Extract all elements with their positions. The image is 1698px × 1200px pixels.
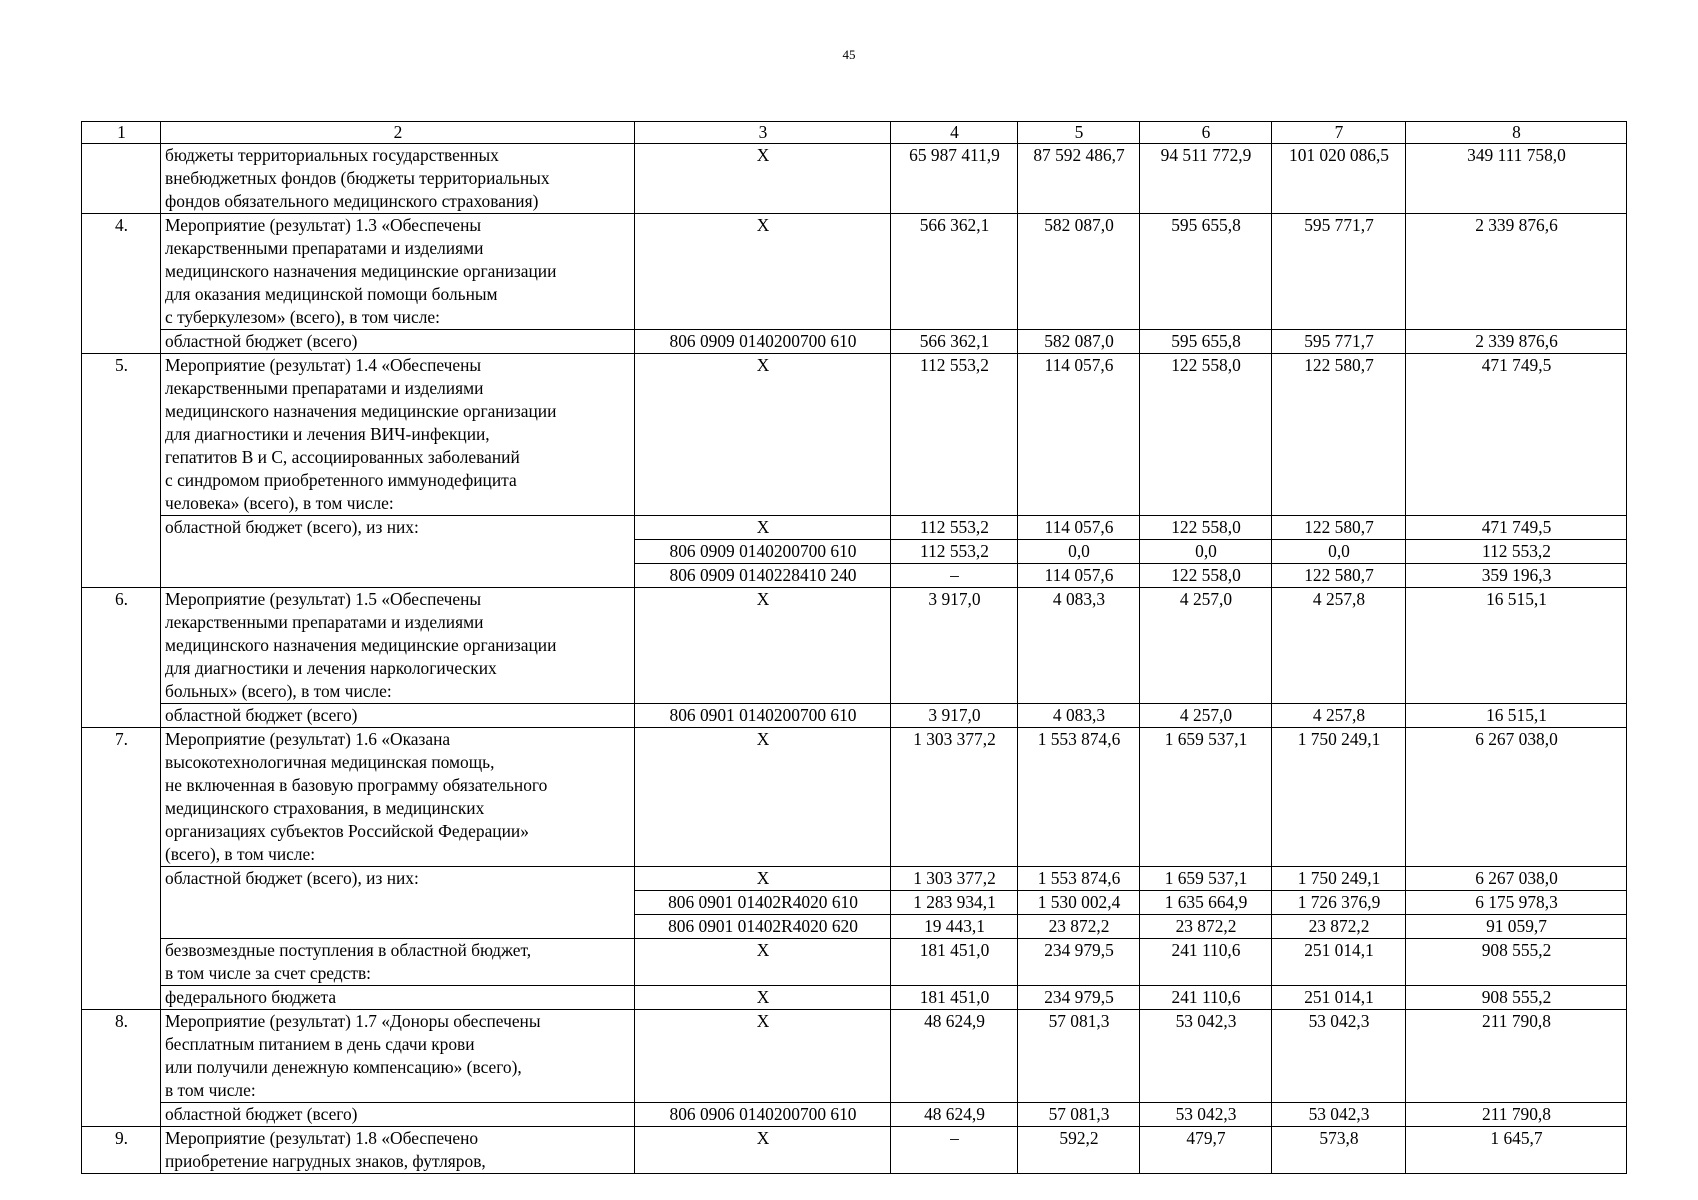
table-cell: областной бюджет (всего) [161, 330, 635, 354]
table-cell: 1 303 377,2 [891, 867, 1018, 891]
table-cell: 6 267 038,0 [1406, 867, 1627, 891]
table-cell: 234 979,5 [1018, 986, 1140, 1010]
table-cell: 1 635 664,9 [1140, 891, 1272, 915]
table-cell: 112 553,2 [891, 516, 1018, 540]
table-cell: 57 081,3 [1018, 1103, 1140, 1127]
table-cell: 122 580,7 [1272, 516, 1406, 540]
table-cell: 595 655,8 [1140, 214, 1272, 330]
table-cell: 566 362,1 [891, 214, 1018, 330]
table-cell: 94 511 772,9 [1140, 144, 1272, 214]
table-cell: 595 771,7 [1272, 214, 1406, 330]
table-row [82, 728, 1627, 867]
table-cell: Мероприятие (результат) 1.6 «Оказана высокотехнологичная медицинская помощь, не включенная в базовую программу обязательного медицинского страхования, в медицинских организациях субъектов Российской Федерации» (всего), в том числе: [161, 728, 635, 867]
table-cell [82, 144, 161, 214]
table-cell: 5. [82, 354, 161, 588]
table-cell: 23 872,2 [1272, 915, 1406, 939]
table-cell: 4 083,3 [1018, 588, 1140, 704]
table-cell: 1 750 249,1 [1272, 728, 1406, 867]
table-cell: 1 645,7 [1406, 1127, 1627, 1174]
table-cell: 2 339 876,6 [1406, 214, 1627, 330]
column-header-7: 7 [1272, 122, 1406, 144]
table-cell: 57 081,3 [1018, 1010, 1140, 1103]
table-cell: X [635, 939, 891, 986]
table-cell: 53 042,3 [1272, 1010, 1406, 1103]
table-cell: областной бюджет (всего) [161, 1103, 635, 1127]
column-header-5: 5 [1018, 122, 1140, 144]
table-cell: X [635, 354, 891, 516]
table-cell: 4 257,0 [1140, 704, 1272, 728]
table-cell: 112 553,2 [1406, 540, 1627, 564]
table-cell: 6 175 978,3 [1406, 891, 1627, 915]
table-cell: 806 0909 0140200700 610 [635, 330, 891, 354]
table-cell: безвозмездные поступления в областной бюджет, в том числе за счет средств: [161, 939, 635, 986]
table-cell: X [635, 1127, 891, 1174]
table-cell: 0,0 [1272, 540, 1406, 564]
table-cell: X [635, 986, 891, 1010]
table-cell: – [891, 564, 1018, 588]
table-cell: 806 0909 0140228410 240 [635, 564, 891, 588]
table-cell: 349 111 758,0 [1406, 144, 1627, 214]
table-cell: 1 659 537,1 [1140, 867, 1272, 891]
table-cell: X [635, 214, 891, 330]
column-header-4: 4 [891, 122, 1018, 144]
table-body [82, 122, 1627, 1174]
table-cell: Мероприятие (результат) 1.7 «Доноры обеспечены бесплатным питанием в день сдачи крови или получили денежную компенсацию» (всего), в том числе: [161, 1010, 635, 1103]
table-row [82, 986, 1627, 1010]
table-cell: 122 558,0 [1140, 564, 1272, 588]
table-cell: 211 790,8 [1406, 1010, 1627, 1103]
budget-table [81, 121, 1627, 1174]
table-cell: Мероприятие (результат) 1.3 «Обеспечены лекарственными препаратами и изделиями медицинского назначения медицинские организации для оказания медицинской помощи больным с туберкулезом» (всего), в том числе: [161, 214, 635, 330]
table-cell: 1 750 249,1 [1272, 867, 1406, 891]
column-header-3: 3 [635, 122, 891, 144]
table-row [82, 330, 1627, 354]
table-cell: 908 555,2 [1406, 986, 1627, 1010]
table-cell: 19 443,1 [891, 915, 1018, 939]
table-cell: 234 979,5 [1018, 939, 1140, 986]
table-cell: Мероприятие (результат) 1.5 «Обеспечены лекарственными препаратами и изделиями медицинского назначения медицинские организации для диагностики и лечения наркологических больных» (всего), в том числе: [161, 588, 635, 704]
column-header-1: 1 [82, 122, 161, 144]
table-cell: 1 283 934,1 [891, 891, 1018, 915]
column-header-8: 8 [1406, 122, 1627, 144]
table-cell: областной бюджет (всего) [161, 704, 635, 728]
table-cell: 8. [82, 1010, 161, 1127]
table-cell: 114 057,6 [1018, 354, 1140, 516]
table-cell: X [635, 728, 891, 867]
table-cell: 908 555,2 [1406, 939, 1627, 986]
table-cell: 122 580,7 [1272, 354, 1406, 516]
table-cell: X [635, 1010, 891, 1103]
table-cell: 122 580,7 [1272, 564, 1406, 588]
table-cell: 566 362,1 [891, 330, 1018, 354]
table-row [82, 939, 1627, 986]
table-cell: X [635, 144, 891, 214]
table-cell: 53 042,3 [1140, 1103, 1272, 1127]
table-cell: 53 042,3 [1272, 1103, 1406, 1127]
table-cell: Мероприятие (результат) 1.8 «Обеспечено приобретение нагрудных знаков, футляров, [161, 1127, 635, 1174]
table-cell: 3 917,0 [891, 588, 1018, 704]
table-cell: 16 515,1 [1406, 704, 1627, 728]
table-cell: 4 257,8 [1272, 588, 1406, 704]
table-cell: 48 624,9 [891, 1103, 1018, 1127]
table-cell: 251 014,1 [1272, 939, 1406, 986]
table-cell: X [635, 588, 891, 704]
table-row [82, 704, 1627, 728]
table-cell: – [891, 1127, 1018, 1174]
table-cell: 471 749,5 [1406, 516, 1627, 540]
table-cell: 181 451,0 [891, 939, 1018, 986]
table-row [82, 516, 1627, 540]
table-cell: 53 042,3 [1140, 1010, 1272, 1103]
table-cell: 573,8 [1272, 1127, 1406, 1174]
table-cell: 806 0901 01402R4020 620 [635, 915, 891, 939]
table-cell: областной бюджет (всего), из них: [161, 867, 635, 939]
table-cell: 582 087,0 [1018, 330, 1140, 354]
table-cell: 122 558,0 [1140, 354, 1272, 516]
table-cell: 23 872,2 [1018, 915, 1140, 939]
column-header-6: 6 [1140, 122, 1272, 144]
table-cell: 4 257,8 [1272, 704, 1406, 728]
table-cell: 592,2 [1018, 1127, 1140, 1174]
table-cell: Мероприятие (результат) 1.4 «Обеспечены лекарственными препаратами и изделиями медицинского назначения медицинские организации для диагностики и лечения ВИЧ-инфекции, гепатитов В и С, ассоциированных заболеваний с синдромом приобретенного иммунодефицита человека» (всего), в том числе: [161, 354, 635, 516]
table-cell: 582 087,0 [1018, 214, 1140, 330]
table-row [82, 1127, 1627, 1174]
table-cell: 6 267 038,0 [1406, 728, 1627, 867]
table-row [82, 588, 1627, 704]
table-cell: 7. [82, 728, 161, 1010]
table-header-row [82, 122, 1627, 144]
table-cell: 91 059,7 [1406, 915, 1627, 939]
table-cell: 6. [82, 588, 161, 728]
table-cell: федерального бюджета [161, 986, 635, 1010]
column-header-2: 2 [161, 122, 635, 144]
table-cell: 806 0906 0140200700 610 [635, 1103, 891, 1127]
table-cell: 0,0 [1140, 540, 1272, 564]
table-cell: бюджеты территориальных государственных внебюджетных фондов (бюджеты территориальных фондов обязательного медицинского страхования) [161, 144, 635, 214]
table-cell: 16 515,1 [1406, 588, 1627, 704]
table-cell: 4 083,3 [1018, 704, 1140, 728]
table-cell: 595 771,7 [1272, 330, 1406, 354]
table-cell: 3 917,0 [891, 704, 1018, 728]
table-cell: 595 655,8 [1140, 330, 1272, 354]
table-cell: 1 530 002,4 [1018, 891, 1140, 915]
table-cell: 23 872,2 [1140, 915, 1272, 939]
table-cell: 87 592 486,7 [1018, 144, 1140, 214]
table-cell: 471 749,5 [1406, 354, 1627, 516]
table-cell: 181 451,0 [891, 986, 1018, 1010]
table-cell: 9. [82, 1127, 161, 1174]
table-row [82, 867, 1627, 891]
table-cell: X [635, 867, 891, 891]
table-cell: 1 553 874,6 [1018, 867, 1140, 891]
table-row [82, 354, 1627, 516]
table-cell: 65 987 411,9 [891, 144, 1018, 214]
table-cell: 114 057,6 [1018, 516, 1140, 540]
table-row [82, 1103, 1627, 1127]
table-cell: 1 659 537,1 [1140, 728, 1272, 867]
table-cell: 359 196,3 [1406, 564, 1627, 588]
table-cell: 112 553,2 [891, 354, 1018, 516]
table-cell: областной бюджет (всего), из них: [161, 516, 635, 588]
table-cell: 2 339 876,6 [1406, 330, 1627, 354]
table-cell: 112 553,2 [891, 540, 1018, 564]
table-cell: 101 020 086,5 [1272, 144, 1406, 214]
table-cell: 1 303 377,2 [891, 728, 1018, 867]
table-cell: 4 257,0 [1140, 588, 1272, 704]
table-row [82, 214, 1627, 330]
table-cell: 48 624,9 [891, 1010, 1018, 1103]
table-cell: 806 0901 0140200700 610 [635, 704, 891, 728]
table-cell: 251 014,1 [1272, 986, 1406, 1010]
table-cell: 479,7 [1140, 1127, 1272, 1174]
table-cell: 0,0 [1018, 540, 1140, 564]
table-row [82, 144, 1627, 214]
table-cell: 122 558,0 [1140, 516, 1272, 540]
table-cell: X [635, 516, 891, 540]
table-cell: 241 110,6 [1140, 939, 1272, 986]
table-cell: 241 110,6 [1140, 986, 1272, 1010]
table-cell: 806 0901 01402R4020 610 [635, 891, 891, 915]
table-cell: 4. [82, 214, 161, 354]
table-cell: 1 726 376,9 [1272, 891, 1406, 915]
table-row [82, 1010, 1627, 1103]
table-cell: 114 057,6 [1018, 564, 1140, 588]
page-number: 45 [842, 47, 856, 62]
table-cell: 211 790,8 [1406, 1103, 1627, 1127]
table-cell: 806 0909 0140200700 610 [635, 540, 891, 564]
table-cell: 1 553 874,6 [1018, 728, 1140, 867]
